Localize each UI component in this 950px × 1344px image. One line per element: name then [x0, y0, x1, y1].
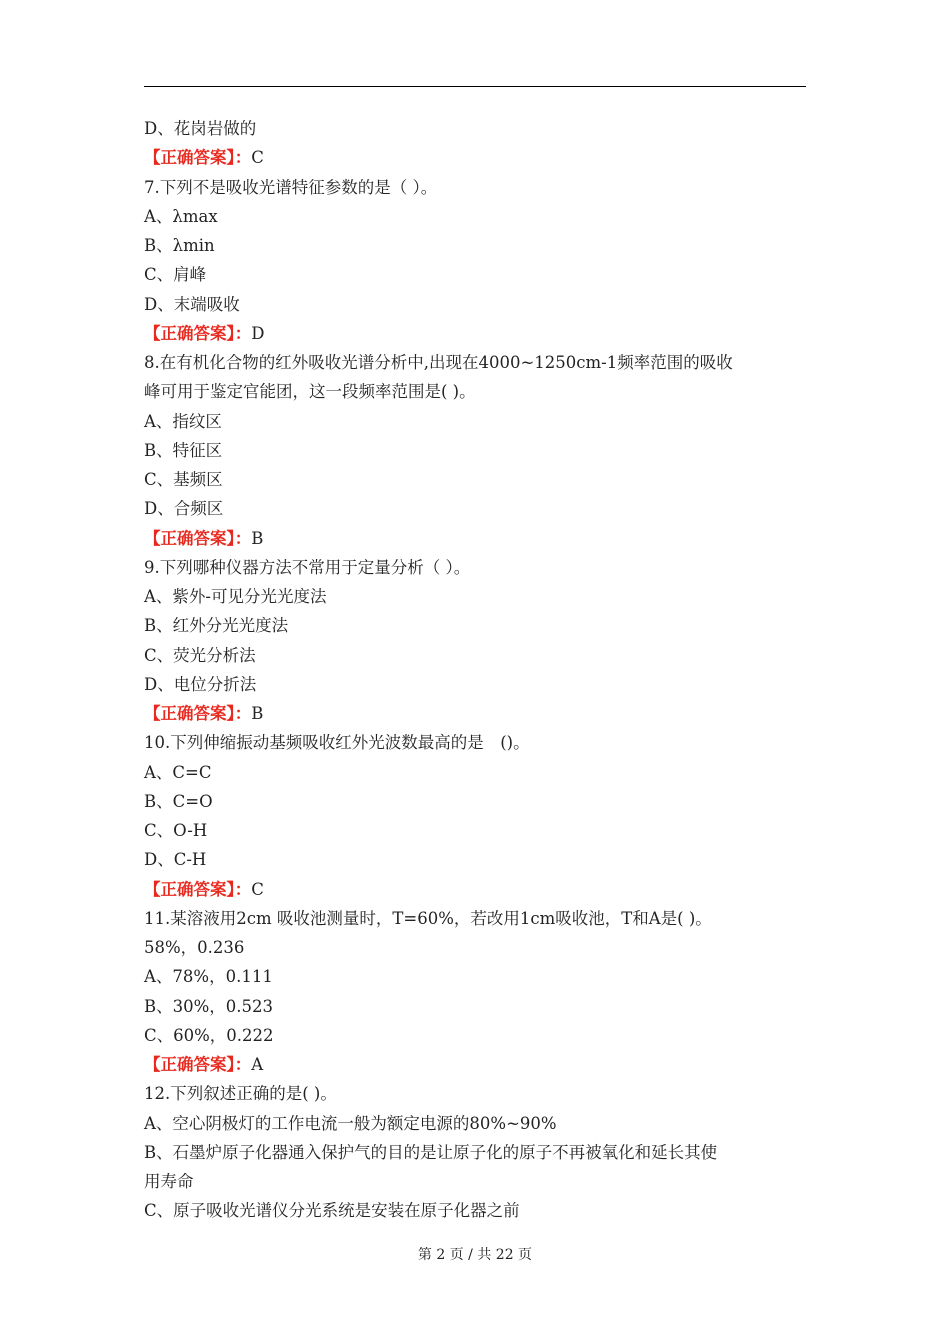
question-line: 10.下列伸缩振动基频吸收红外光波数最高的是 ()。 [144, 733, 530, 753]
answer-label: 【正确答案】 [144, 528, 235, 548]
option-line: C、60%，0.222 [144, 1025, 274, 1045]
option-line: D、C-H [144, 850, 207, 870]
option-line: C、肩峰 [144, 265, 207, 285]
option-line: A、λmax [144, 206, 218, 226]
option-line: C、荧光分析法 [144, 645, 256, 665]
option-line: C、原子吸收光谱仪分光系统是安装在原子化器之前 [144, 1201, 520, 1221]
answer-value: B [251, 528, 264, 548]
option-line: A、C=C [144, 762, 212, 782]
question-line: 8.在有机化合物的红外吸收光谱分析中,出现在4000~1250cm-1频率范围的吸收 [144, 353, 733, 372]
answer-colon: ： [234, 323, 252, 343]
option-line: 用寿命 [144, 1172, 194, 1191]
text-line: 58%，0.236 [144, 938, 245, 957]
question-list [144, 114, 806, 1226]
question-line: 12.下列叙述正确的是( )。 [144, 1084, 337, 1104]
answer-value: A [251, 1055, 264, 1074]
option-line: D、合频区 [144, 499, 224, 519]
text-line: D、花岗岩做的 [144, 119, 257, 138]
answer-value: C [251, 148, 264, 168]
option-line: B、红外分光光度法 [144, 616, 289, 636]
answer-label: 【正确答案】 [144, 879, 235, 899]
answer-line [144, 143, 806, 172]
answer-colon: ： [234, 879, 252, 899]
option-line: B、特征区 [144, 440, 223, 460]
answer-line [144, 699, 806, 728]
question-line: 7.下列不是吸收光谱特征参数的是（ ）。 [144, 177, 438, 197]
answer-colon: ： [234, 528, 252, 548]
answer-value: C [251, 879, 264, 899]
question-line: 11.某溶液用2cm 吸收池测量时，T=60%，若改用1cm吸收池，T和A是( )。 [144, 908, 712, 928]
answer-label: 【正确答案】 [144, 148, 235, 168]
question-line: 峰可用于鉴定官能团，这一段频率范围是( )。 [144, 382, 476, 402]
answer-label: 【正确答案】 [144, 1055, 235, 1074]
answer-colon: ： [234, 1055, 252, 1074]
option-line: B、C=O [144, 791, 213, 811]
option-line: D、末端吸收 [144, 294, 240, 314]
option-line: C、基频区 [144, 470, 223, 489]
answer-colon: ： [234, 148, 252, 168]
page-footer: 第 2 页 / 共 22 页 [417, 1247, 533, 1263]
option-line: C、O-H [144, 821, 208, 840]
option-line: A、78%，0.111 [144, 967, 273, 987]
answer-label: 【正确答案】 [144, 323, 235, 343]
option-line: B、λmin [144, 236, 215, 255]
answer-line [144, 319, 806, 348]
header-rule [144, 86, 806, 87]
answer-line [144, 875, 806, 904]
answer-line [144, 524, 806, 553]
option-line: A、空心阴极灯的工作电流一般为额定电源的80%~90% [144, 1113, 557, 1133]
option-line: A、紫外-可见分光光度法 [144, 587, 327, 606]
option-line: B、石墨炉原子化器通入保护气的目的是让原子化的原子不再被氧化和延长其使 [144, 1142, 718, 1162]
answer-line [144, 1050, 806, 1079]
answer-colon: ： [234, 704, 252, 723]
question-line: 9.下列哪种仪器方法不常用于定量分析（ ）。 [144, 557, 471, 577]
answer-value: D [251, 323, 265, 343]
answer-value: B [251, 704, 264, 723]
option-line: B、30%，0.523 [144, 996, 274, 1016]
answer-label: 【正确答案】 [144, 704, 235, 723]
option-line: A、指纹区 [144, 411, 222, 431]
option-line: D、电位分折法 [144, 674, 257, 694]
